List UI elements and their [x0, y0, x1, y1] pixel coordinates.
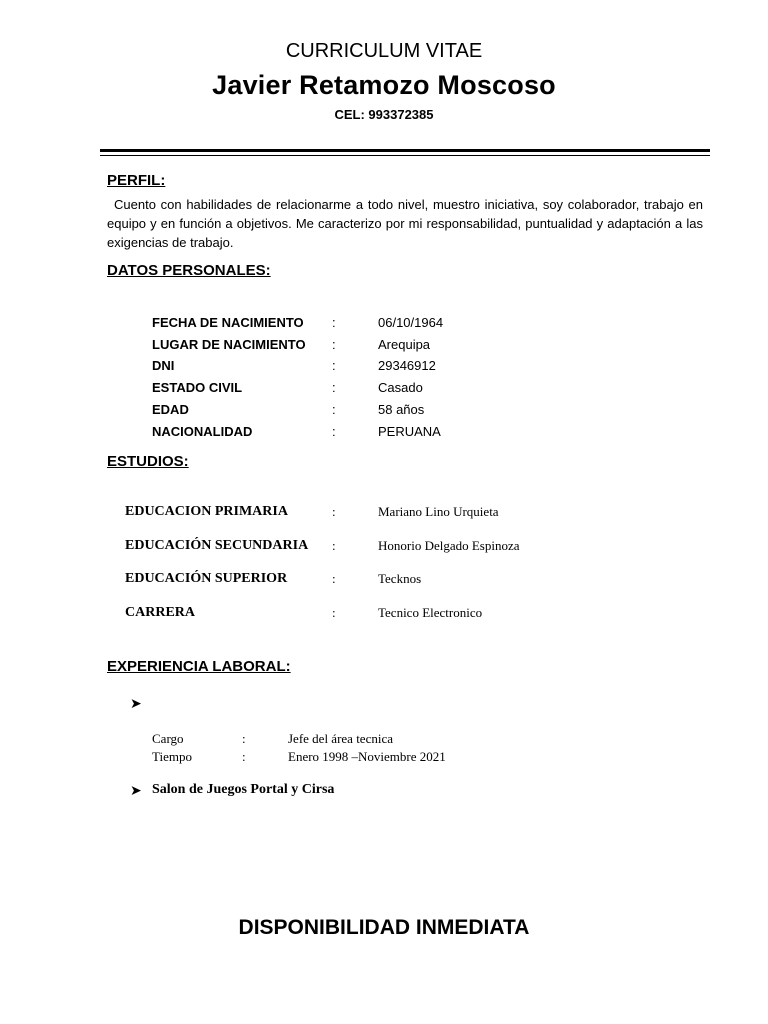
separator: :	[332, 538, 336, 553]
separator: :	[332, 605, 336, 620]
personal-data-title: DATOS PERSONALES:	[107, 262, 271, 279]
study-label: EDUCACIÓN SECUNDARIA	[125, 538, 309, 553]
header-divider-thin	[100, 155, 710, 156]
personal-value: Casado	[378, 380, 423, 395]
separator: :	[242, 749, 246, 764]
phone-number: CEL: 993372385	[334, 107, 434, 122]
personal-value: PERUANA	[378, 424, 441, 439]
separator: :	[332, 337, 336, 352]
experience-company: Salon de Juegos Portal y Cirsa	[152, 782, 335, 797]
personal-label: FECHA DE NACIMIENTO	[152, 315, 304, 330]
study-value: Tecknos	[378, 571, 422, 586]
separator: :	[332, 358, 336, 373]
study-label: EDUCACIÓN SUPERIOR	[125, 571, 288, 586]
separator: :	[332, 380, 336, 395]
personal-label: NACIONALIDAD	[152, 424, 253, 439]
personal-value: 29346912	[378, 358, 436, 373]
separator: :	[332, 571, 336, 586]
separator: :	[332, 424, 336, 439]
candidate-name: Javier Retamozo Moscoso	[212, 70, 556, 100]
doc-type-heading: CURRICULUM VITAE	[285, 40, 483, 62]
personal-label: ESTADO CIVIL	[152, 380, 243, 395]
study-value: Tecnico Electronico	[378, 605, 483, 620]
personal-value: 58 años	[378, 402, 425, 417]
personal-label: EDAD	[152, 402, 189, 417]
bullet-arrow-icon: ➤	[130, 782, 142, 798]
separator: :	[242, 731, 246, 746]
profile-title: PERFIL:	[107, 172, 166, 189]
profile-text: Cuento con habilidades de relacionarme a todo nivel, muestro iniciativa, soy colaborador, trabajo en equipo y en función a objetivos. Me caracterizo por mi responsabilidad, puntualidad y adaptación a las exigencias de trabajo.	[107, 197, 703, 250]
personal-value: Arequipa	[378, 337, 431, 352]
bullet-arrow-icon: ➤	[130, 695, 142, 711]
header-divider-thick	[100, 149, 710, 152]
study-value: Honorio Delgado Espinoza	[378, 538, 520, 553]
study-value: Mariano Lino Urquieta	[378, 504, 499, 519]
personal-label: DNI	[152, 358, 175, 373]
experience-label: Cargo	[152, 731, 184, 746]
experience-label: Tiempo	[152, 749, 192, 764]
study-label: EDUCACION PRIMARIA	[125, 504, 288, 519]
separator: :	[332, 504, 336, 519]
studies-title: ESTUDIOS:	[107, 453, 189, 470]
separator: :	[332, 402, 336, 417]
experience-value: Jefe del área tecnica	[288, 731, 394, 746]
experience-title: EXPERIENCIA LABORAL:	[107, 658, 291, 675]
experience-value: Enero 1998 –Noviembre 2021	[288, 749, 446, 764]
personal-value: 06/10/1964	[378, 315, 444, 330]
separator: :	[332, 315, 336, 330]
study-label: CARRERA	[125, 605, 195, 620]
personal-label: LUGAR DE NACIMIENTO	[152, 337, 306, 352]
availability-notice: DISPONIBILIDAD INMEDIATA	[238, 916, 530, 939]
